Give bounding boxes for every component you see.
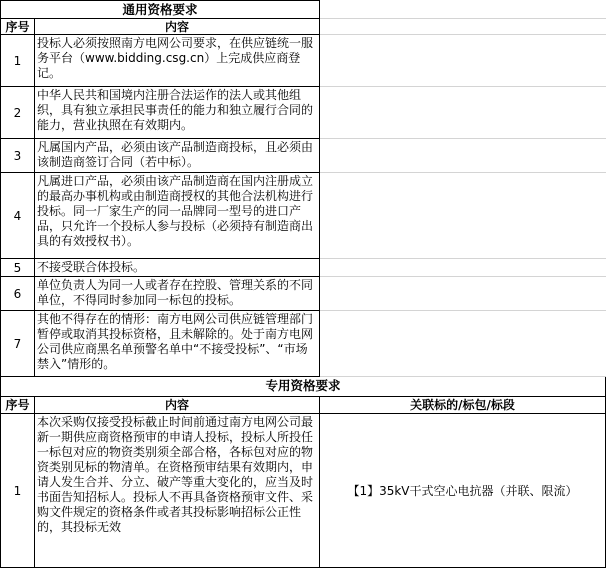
- general-title-row: [0, 0, 606, 19]
- row-related[interactable]: 【1】35kV干式空心电抗器（并联、限流）: [320, 414, 606, 568]
- header-related[interactable]: 关联标的/标包/标段: [320, 397, 606, 414]
- row-seq[interactable]: 5: [0, 259, 35, 277]
- special-title-row: [0, 377, 606, 397]
- general-row: [0, 139, 606, 173]
- empty-cell[interactable]: [320, 139, 606, 173]
- row-seq[interactable]: 6: [0, 277, 35, 311]
- row-content[interactable]: 单位负责人为同一人或者存在控股、管理关系的不同单位，不得同时参加同一标包的投标。: [35, 277, 320, 311]
- general-row: [0, 87, 606, 139]
- general-row: [0, 277, 606, 311]
- row-content[interactable]: 凡属国内产品，必须由该产品制造商投标，且必须由该制造商签订合同（若中标）。: [35, 139, 320, 173]
- special-header-row: [0, 397, 606, 414]
- row-content[interactable]: 不接受联合体投标。: [35, 259, 320, 277]
- general-row: [0, 311, 606, 377]
- row-seq[interactable]: 4: [0, 173, 35, 259]
- general-row: [0, 35, 606, 87]
- header-seq[interactable]: 序号: [0, 397, 35, 414]
- header-content[interactable]: 内容: [35, 397, 320, 414]
- empty-cell[interactable]: [320, 311, 606, 377]
- row-content[interactable]: 本次采购仅接受投标截止时间前通过南方电网公司最新一期供应商资格预审的申请人投标，投标人所投任一标包对应的物资类别须全部合格，各标包对应的物资类别见标的物清单。在资格预审结果有效期内，申请人发生合并、分立、破产等重大变化的，应当及时书面告知招标人。投标人不再具备资格预审文件、采购文件规定的资格条件或者其投标影响招标公正性的，其投标无效: [35, 414, 320, 568]
- row-content[interactable]: 其他不得存在的情形：南方电网公司供应链管理部门暂停或取消其投标资格，且未解除的。处于南方电网公司供应商黑名单预警名单中“不接受投标”、“市场禁入”情形的。: [35, 311, 320, 377]
- empty-cell[interactable]: [320, 259, 606, 277]
- special-title[interactable]: 专用资格要求: [0, 377, 606, 397]
- empty-cell[interactable]: [320, 19, 606, 35]
- row-content[interactable]: 凡属进口产品，必须由该产品制造商在国内注册成立的最高办事机构或由制造商授权的其他合法机构进行投标。同一厂家生产的同一品牌同一型号的进口产品，只允许一个投标人参与投标（必须持有制造商出具的有效授权书）。: [35, 173, 320, 259]
- row-content[interactable]: 中华人民共和国境内注册合法运作的法人或其他组织，具有独立承担民事责任的能力和独立履行合同的能力，营业执照在有效期内。: [35, 87, 320, 139]
- general-title[interactable]: 通用资格要求: [0, 0, 320, 19]
- general-header-row: [0, 19, 606, 35]
- empty-cell[interactable]: [320, 35, 606, 87]
- header-seq[interactable]: 序号: [0, 19, 35, 35]
- row-seq[interactable]: 7: [0, 311, 35, 377]
- general-row: [0, 173, 606, 259]
- empty-cell[interactable]: [320, 173, 606, 259]
- empty-cell[interactable]: [320, 277, 606, 311]
- empty-cell[interactable]: [320, 87, 606, 139]
- general-row: [0, 259, 606, 277]
- special-row: [0, 414, 606, 568]
- row-seq[interactable]: 2: [0, 87, 35, 139]
- row-seq[interactable]: 1: [0, 35, 35, 87]
- row-content[interactable]: 投标人必须按照南方电网公司要求，在供应链统一服务平台（www.bidding.csg.cn）上完成供应商登记。: [35, 35, 320, 87]
- row-seq[interactable]: 3: [0, 139, 35, 173]
- row-seq[interactable]: 1: [0, 414, 35, 568]
- header-content[interactable]: 内容: [35, 19, 320, 35]
- empty-cell[interactable]: [320, 0, 606, 19]
